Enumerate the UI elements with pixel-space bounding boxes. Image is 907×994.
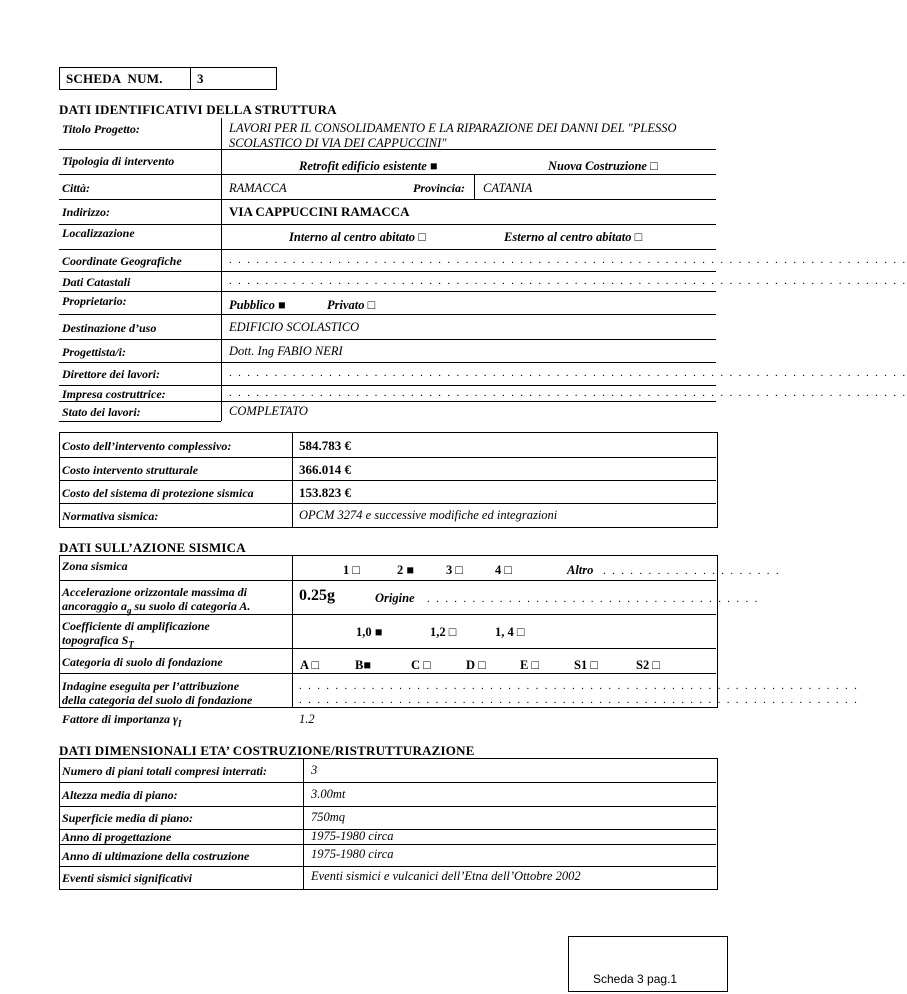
normativa-label: Normativa sismica:	[62, 509, 159, 523]
dim-row-piani-value: 3	[311, 763, 318, 777]
suolo-option-a[interactable]: A □	[300, 658, 320, 672]
dim-row-piani-label: Numero di piani totali compresi interrati:	[62, 764, 268, 778]
titolo-label: Titolo Progetto:	[62, 122, 140, 136]
suolo-option-c[interactable]: C □	[411, 658, 431, 672]
dim-row-superficie-value: 750mq	[311, 810, 346, 824]
stato-label: Stato dei lavori:	[62, 405, 141, 419]
costo-complessivo-label: Costo dell’intervento complessivo:	[62, 439, 232, 453]
scheda-label: SCHEDA NUM.	[66, 71, 163, 86]
prop-pubblico: Pubblico ■	[229, 298, 286, 312]
impresa-label: Impresa costruttrice:	[62, 387, 166, 401]
tipologia-label: Tipologia di intervento	[62, 154, 175, 168]
coordinate-field[interactable]: . . . . . . . . . . . . . . . . . . . . . . . . . . . . . . . . . . . . . . . . . . . . . . . . . . . . . . . . . . . . . . . . . . . . . . . . . . .	[229, 254, 907, 266]
dim-row-altezza-label: Altezza media di piano:	[62, 788, 178, 802]
indagine-label: Indagine eseguita per l’attribuzione della categoria del suolo di fondazione	[62, 679, 253, 707]
loc-interno: Interno al centro abitato □	[289, 230, 426, 244]
section3-heading: DATI DIMENSIONALI ETA’ COSTRUZIONE/RISTRUTTURAZIONE	[59, 743, 475, 758]
section2-heading: DATI SULL’AZIONE SISMICA	[59, 540, 246, 555]
loc-esterno-checkbox[interactable]: □	[634, 230, 643, 244]
indagine-field-1[interactable]: . . . . . . . . . . . . . . . . . . . . . . . . . . . . . . . . . . . . . . . . . . . . . . . . . . . . . . . . . . . . . .	[299, 680, 859, 692]
localizzazione-label: Localizzazione	[62, 226, 135, 240]
ampl-label: Coefficiente di amplificazione topografica $S_T$	[62, 619, 210, 650]
costo-protezione-label: Costo del sistema di protezione sismica	[62, 486, 254, 500]
impresa-field[interactable]: . . . . . . . . . . . . . . . . . . . . . . . . . . . . . . . . . . . . . . . . . . . . . . . . . . . . . . . . . . . . . . . . . . . . . . . . . . .	[229, 387, 907, 399]
prop-pubblico-checkbox[interactable]: ■	[277, 298, 286, 312]
fattore-label: Fattore di importanza $\gamma_I$	[62, 712, 182, 729]
origine-label: Origine	[375, 591, 415, 605]
indirizzo-label: Indirizzo:	[62, 205, 111, 219]
loc-interno-checkbox[interactable]: □	[418, 230, 426, 244]
page-footer-label: Scheda 3 pag.1	[593, 972, 678, 986]
suolo-option-e[interactable]: E □	[520, 658, 540, 672]
costo-complessivo-value: 584.783 €	[299, 438, 351, 453]
citta-value: RAMACCA	[229, 181, 287, 195]
dim-row-altezza-value: 3.00mt	[311, 787, 346, 801]
origine-field[interactable]: . . . . . . . . . . . . . . . . . . . . . . . . . . . . . . . . . . . . .	[427, 593, 760, 605]
titolo-value-line1: LAVORI PER IL CONSOLIDAMENTO E LA RIPARAZIONE DEI DANNI DEL "PLESSO	[229, 121, 677, 135]
tipologia-nuova-checkbox[interactable]: □	[650, 159, 658, 173]
scheda-number: 3	[197, 71, 204, 86]
titolo-value-line2: SCOLASTICO DI VIA DEI CAPPUCCINI"	[229, 136, 447, 150]
fattore-value: 1.2	[299, 712, 315, 726]
accel-label: Accelerazione orizzontale massima di ancoraggio $a_g$ su suolo di categoria A.	[62, 585, 251, 616]
zona-option-4[interactable]: 4 □	[495, 563, 512, 577]
dim-row-ultimazione-value: 1975-1980 circa	[311, 847, 394, 861]
destinazione-value: EDIFICIO SCOLASTICO	[229, 320, 360, 334]
progettista-value: Dott. Ing FABIO NERI	[229, 344, 343, 358]
provincia-value: CATANIA	[483, 181, 533, 195]
zona-altro-field[interactable]: . . . . . . . . . . . . . . . . . . . .	[603, 565, 781, 577]
dim-row-superficie-label: Superficie media di piano:	[62, 811, 193, 825]
dim-row-progettazione-label: Anno di progettazione	[62, 830, 172, 844]
tipologia-nuova: Nuova Costruzione □	[548, 159, 658, 173]
ampl-option-1-2[interactable]: 1,2 □	[430, 625, 457, 639]
ampl-option-1-0[interactable]: 1,0 ■	[356, 625, 383, 639]
indagine-field-2[interactable]: . . . . . . . . . . . . . . . . . . . . . . . . . . . . . . . . . . . . . . . . . . . . . . . . . . . . . . . . . . . . . .	[299, 694, 859, 706]
stato-value: COMPLETATO	[229, 404, 308, 418]
loc-esterno: Esterno al centro abitato □	[504, 230, 643, 244]
suolo-option-b[interactable]: B■	[355, 658, 371, 672]
costo-protezione-value: 153.823 €	[299, 485, 351, 500]
prop-privato: Privato □	[327, 298, 376, 312]
zona-altro-label: Altro	[567, 563, 594, 577]
catastali-label: Dati Catastali	[62, 275, 131, 289]
tipologia-retrofit-checkbox[interactable]: ■	[429, 159, 438, 173]
section1-heading: DATI IDENTIFICATIVI DELLA STRUTTURA	[59, 102, 337, 117]
suolo-option-s1[interactable]: S1 □	[574, 658, 598, 672]
dim-row-ultimazione-label: Anno di ultimazione della costruzione	[62, 849, 250, 863]
proprietario-label: Proprietario:	[62, 294, 127, 308]
prop-privato-checkbox[interactable]: □	[367, 298, 376, 312]
costo-strutturale-label: Costo intervento strutturale	[62, 463, 199, 477]
destinazione-label: Destinazione d’uso	[62, 321, 157, 335]
suolo-option-s2[interactable]: S2 □	[636, 658, 660, 672]
suolo-label: Categoria di suolo di fondazione	[62, 655, 223, 669]
coordinate-label: Coordinate Geografiche	[62, 254, 182, 268]
zona-option-3[interactable]: 3 □	[446, 563, 463, 577]
tipologia-retrofit: Retrofit edificio esistente ■	[299, 159, 438, 173]
zona-label: Zona sismica	[62, 559, 128, 573]
direttore-label: Direttore dei lavori:	[62, 367, 160, 381]
zona-option-2[interactable]: 2 ■	[397, 563, 414, 577]
citta-label: Città:	[62, 181, 91, 195]
direttore-field[interactable]: . . . . . . . . . . . . . . . . . . . . . . . . . . . . . . . . . . . . . . . . . . . . . . . . . . . . . . . . . . . . . . . . . . . . . . . . . . .	[229, 367, 907, 379]
dim-row-progettazione-value: 1975-1980 circa	[311, 829, 394, 843]
ampl-option-1-4[interactable]: 1, 4 □	[495, 625, 525, 639]
zona-option-1[interactable]: 1 □	[343, 563, 360, 577]
catastali-field[interactable]: . . . . . . . . . . . . . . . . . . . . . . . . . . . . . . . . . . . . . . . . . . . . . . . . . . . . . . . . . . . . . . . . . . . . . . . . . . .	[229, 275, 907, 287]
normativa-value: OPCM 3274 e successive modifiche ed integrazioni	[299, 508, 558, 522]
provincia-label: Provincia:	[413, 181, 465, 195]
progettista-label: Progettista/i:	[62, 345, 126, 359]
suolo-option-d[interactable]: D □	[466, 658, 486, 672]
accel-value: 0.25g	[299, 587, 335, 604]
dim-row-eventi-value: Eventi sismici e vulcanici dell’Etna dell’Ottobre 2002	[311, 869, 581, 883]
dim-row-eventi-label: Eventi sismici significativi	[62, 871, 192, 885]
costo-strutturale-value: 366.014 €	[299, 462, 351, 477]
indirizzo-value: VIA CAPPUCCINI RAMACCA	[229, 204, 410, 219]
